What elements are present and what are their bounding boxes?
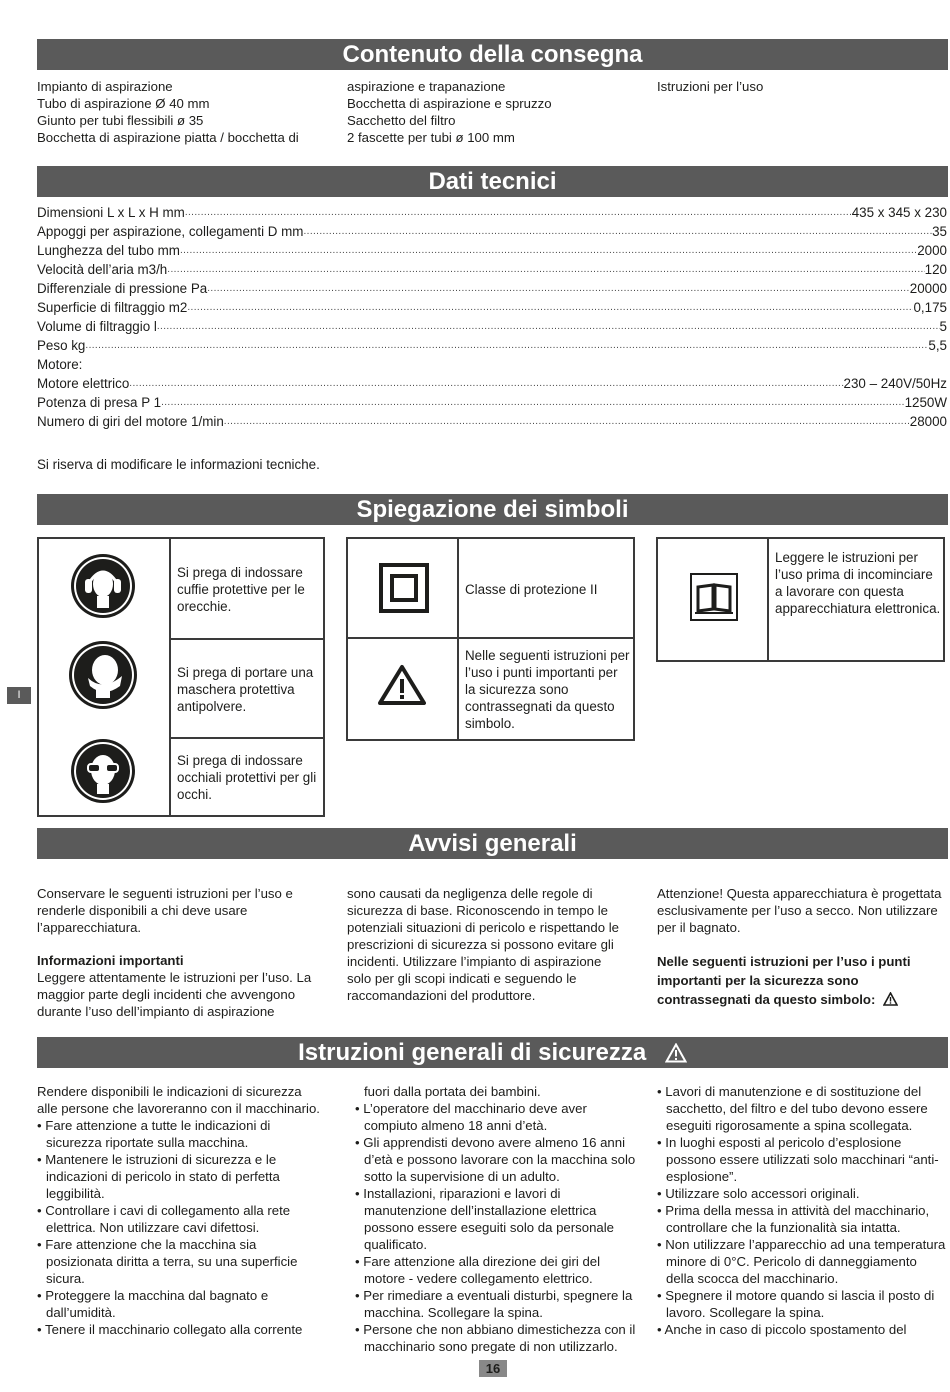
general-bold-text: Nelle seguenti istruzioni per l’uso i punti importanti per la sicurezza sono contrassegnati da questo simbolo:	[657, 954, 911, 1007]
spec-label: Motore:	[37, 357, 83, 372]
safety-intro: fuori dalla portata dei bambini.	[364, 1084, 541, 1099]
spec-value: 1250W	[904, 395, 947, 410]
safety-col-3	[657, 1083, 948, 1355]
safety-bullet: • Controllare i cavi di collegamento alla rete elettrica. Non utilizzare cavi difettosi.	[37, 1203, 291, 1235]
spec-row	[37, 203, 947, 222]
general-bold-note	[657, 952, 947, 1009]
spec-row	[37, 317, 947, 336]
spec-value: 28000	[909, 414, 947, 429]
spec-label: Motore elettrico	[37, 376, 130, 391]
delivery-col-1	[37, 78, 347, 146]
section-title-safety-text: Istruzioni generali di sicurezza	[298, 1039, 647, 1066]
delivery-item: Impianto di aspirazione	[37, 79, 173, 94]
divider	[457, 537, 459, 741]
spec-label: Differenziale di pressione Pa	[37, 281, 208, 296]
safety-bullet: • Non utilizzare l’apparecchio ad una temperatura minore di 0°C. Pericolo di danneggiamento della scocca del macchinario.	[657, 1237, 946, 1286]
safety-bullet: • Proteggere la macchina dal bagnato e dall’umidità.	[37, 1288, 269, 1320]
safety-bullet: • Fare attenzione che la macchina sia posizionata diritta a terra, su una superficie sicura.	[37, 1237, 298, 1286]
spec-label: Superficie di filtraggio m2	[37, 300, 188, 315]
spec-row	[37, 336, 947, 355]
dot-leader	[85, 336, 928, 355]
class-ii-icon	[379, 563, 429, 613]
spec-row	[37, 298, 947, 317]
delivery-item: 2 fascette per tubi ø 100 mm	[347, 130, 515, 145]
dot-leader	[303, 222, 932, 241]
safety-bullet: • Anche in caso di piccolo spostamento del	[657, 1322, 907, 1337]
section-title-safety	[37, 1037, 948, 1068]
spec-value: 435 x 345 x 230	[851, 205, 947, 220]
section-title-tech: Dati tecnici	[37, 166, 948, 197]
safety-intro: Rendere disponibili le indicazioni di sicurezza alle persone che lavoreranno con il macchinario.	[37, 1084, 320, 1116]
spec-row	[37, 241, 947, 260]
divider	[169, 737, 325, 739]
dust-mask-icon	[68, 640, 138, 710]
spec-motor-heading	[37, 355, 947, 374]
dot-leader	[167, 260, 924, 279]
safety-bullet: • Gli apprendisti devono avere almeno 16 anni d’età e possono lavorare con la macchina solo sotto la supervisione di un adulto.	[355, 1135, 636, 1184]
general-paragraph: Leggere attentamente le istruzioni per l’uso. La maggior parte degli incidenti che avvengono durante l’uso dell’impianto di aspirazione	[37, 970, 312, 1019]
general-col-2	[347, 885, 627, 1020]
spec-label: Potenza di presa P 1	[37, 395, 162, 410]
delivery-item: Bocchetta di aspirazione piatta / bocchetta di	[37, 130, 299, 145]
spec-value: 5	[939, 319, 947, 334]
dot-leader	[157, 317, 940, 336]
general-col-1	[37, 885, 317, 1020]
spec-row	[37, 222, 947, 241]
symbol-text-class2: Classe di protezione II	[465, 582, 598, 597]
dot-leader	[185, 203, 852, 222]
divider	[767, 537, 769, 662]
dot-leader	[129, 374, 843, 393]
symbol-text-mask: Si prega di portare una maschera protettiva antipolvere.	[177, 665, 314, 714]
safety-columns	[37, 1083, 948, 1355]
safety-bullet: • Spegnere il motore quando si lascia il posto di lavoro. Scollegare la spina.	[657, 1288, 935, 1320]
safety-bullet: • In luoghi esposti al pericolo d’esplosione possono essere utilizzati solo macchinari “anti-esplosione”.	[657, 1135, 939, 1184]
general-paragraph: Conservare le seguenti istruzioni per l’uso e renderle disponibili a chi deve usare l’apparecchiatura.	[37, 886, 293, 935]
delivery-columns	[37, 78, 948, 146]
tech-note: Si riserva di modificare le informazioni tecniche.	[37, 457, 320, 472]
symbol-text-glasses: Si prega di indossare occhiali protettivi per gli occhi.	[177, 753, 317, 802]
general-heading: Informazioni importanti	[37, 953, 184, 968]
spec-value: 230 – 240V/50Hz	[843, 376, 947, 391]
spec-row	[37, 374, 947, 393]
general-paragraph: sono causati da negligenza delle regole di sicurezza di base. Riconoscendo in tempo le potenziali situazioni di pericolo e rispettando le prescrizioni di sicurezza si possono evitare gli incidenti. Utilizzare l’impianto di aspirazione solo per gli scopi indicati e seguendo le raccomandazioni del produttore.	[347, 886, 619, 1003]
safety-bullet: • Tenere il macchinario collegato alla corrente	[37, 1322, 303, 1337]
safety-bullet: • Installazioni, riparazioni e lavori di manutenzione dell’installazione elettrica possono essere eseguiti solo da personale qualificato.	[355, 1186, 614, 1252]
safety-glasses-icon	[70, 738, 136, 804]
section-title-general: Avvisi generali	[37, 828, 948, 859]
spec-row	[37, 260, 947, 279]
section-title-delivery: Contenuto della consegna	[37, 39, 948, 70]
spec-value: 0,175	[913, 300, 947, 315]
delivery-col-2	[347, 78, 657, 146]
spec-value: 35	[932, 224, 947, 239]
delivery-item: Bocchetta di aspirazione e spruzzo	[347, 96, 552, 111]
spec-label: Peso kg	[37, 338, 86, 353]
ear-protection-icon	[70, 553, 136, 619]
safety-bullet: • Lavori di manutenzione e di sostituzione del sacchetto, del filtro e del tubo devono essere eseguiti rigorosamente a spina scollegata.	[657, 1084, 928, 1133]
spec-label: Numero di giri del motore 1/min	[37, 414, 224, 429]
spec-label: Volume di filtraggio l	[37, 319, 157, 334]
symbol-text-manual: Leggere le istruzioni per l’uso prima di incominciare a lavorare con questa apparecchiatura elettronica.	[775, 550, 941, 616]
safety-bullet: • Per rimediare a eventuali disturbi, spegnere la macchina. Scollegare la spina.	[355, 1288, 633, 1320]
spec-value: 20000	[909, 281, 947, 296]
spec-label: Velocità dell’aria m3/h	[37, 262, 168, 277]
dot-leader	[224, 412, 910, 431]
safety-bullet: • L’operatore del macchinario deve aver compiuto almeno 18 anni d’età.	[355, 1101, 587, 1133]
safety-bullet: • Mantenere le istruzioni di sicurezza e le indicazioni di pericolo in stato di perfetta leggibilità.	[37, 1152, 280, 1201]
spec-value: 2000	[917, 243, 947, 258]
general-columns	[37, 885, 948, 1020]
warning-icon	[378, 664, 426, 706]
safety-col-1	[37, 1083, 322, 1355]
divider	[346, 637, 635, 639]
safety-bullet: • Persone che non abbiano dimestichezza con il macchinario sono pregate di non utilizzarlo.	[355, 1322, 636, 1354]
spec-value: 120	[924, 262, 947, 277]
spec-label: Lunghezza del tubo mm	[37, 243, 180, 258]
section-title-symbols: Spiegazione dei simboli	[37, 494, 948, 525]
safety-bullet: • Prima della messa in attività del macchinario, controllare che la funzionalità sia intatta.	[657, 1203, 930, 1235]
spec-label: Appoggi per aspirazione, collegamenti D mm	[37, 224, 304, 239]
spec-row	[37, 393, 947, 412]
general-paragraph: Attenzione! Questa apparecchiatura è progettata esclusivamente per l’uso a secco. Non utilizzare per il bagnato.	[657, 886, 942, 935]
spec-row	[37, 279, 947, 298]
safety-bullet: • Fare attenzione a tutte le indicazioni di sicurezza riportate sulla macchina.	[37, 1118, 271, 1150]
safety-bullet: • Utilizzare solo accessori originali.	[657, 1186, 860, 1201]
dot-leader	[180, 241, 917, 260]
symbol-text-ear: Si prega di indossare cuffie protettive per le orecchie.	[177, 565, 305, 614]
dot-leader	[187, 298, 913, 317]
delivery-item: Istruzioni per l’uso	[657, 79, 764, 94]
warning-icon	[883, 992, 898, 1006]
delivery-item: Sacchetto del filtro	[347, 113, 456, 128]
delivery-item: Tubo di aspirazione Ø 40 mm	[37, 96, 210, 111]
delivery-col-3	[657, 78, 947, 146]
spec-label: Dimensioni L x L x H mm	[37, 205, 185, 220]
page-number: 16	[479, 1360, 507, 1377]
language-tab: I	[7, 687, 31, 704]
safety-bullet: • Fare attenzione alla direzione dei giri del motore - vedere collegamento elettrico.	[355, 1254, 601, 1286]
read-manual-icon	[690, 573, 738, 621]
divider	[169, 537, 171, 817]
tech-spec-list	[37, 203, 947, 431]
symbol-text-warning: Nelle seguenti istruzioni per l’uso i punti importanti per la sicurezza sono contrassegnati da questo simbolo.	[465, 648, 630, 731]
delivery-item: aspirazione e trapanazione	[347, 79, 506, 94]
delivery-item: Giunto per tubi flessibili ø 35	[37, 113, 204, 128]
warning-icon	[665, 1043, 687, 1063]
safety-col-2	[355, 1083, 640, 1355]
dot-leader	[207, 279, 910, 298]
dot-leader	[161, 393, 904, 412]
spec-value: 5,5	[928, 338, 947, 353]
general-col-3	[657, 885, 947, 1020]
spec-row	[37, 412, 947, 431]
divider	[169, 638, 325, 640]
